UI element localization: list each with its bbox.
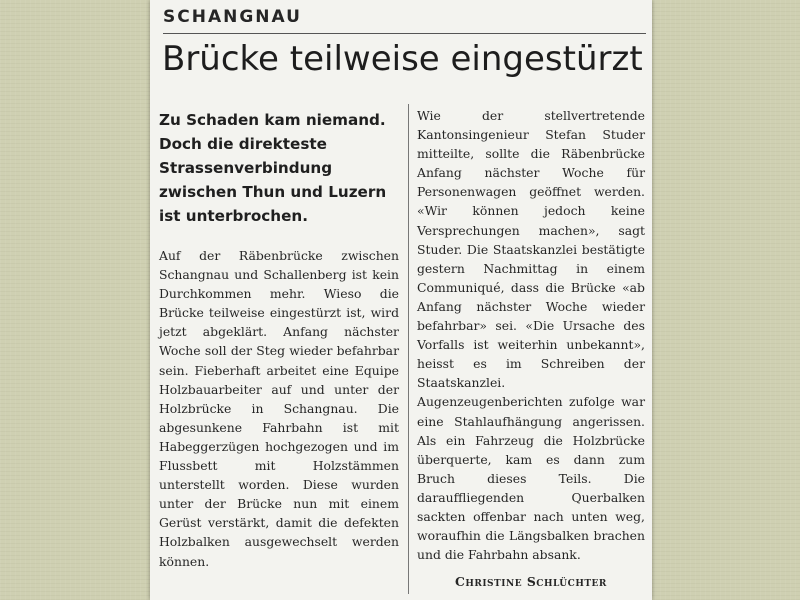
section-kicker: SCHANGNAU: [163, 7, 302, 27]
headline: Brücke teilweise eingestürzt: [162, 39, 643, 79]
kicker-rule: [163, 33, 646, 34]
byline: Christine Schlüchter: [455, 574, 607, 589]
column-divider: [408, 104, 409, 594]
newspaper-clipping: [150, 0, 652, 600]
body-column-right: Wie der stellvertretende Kantonsingenieur Stefan Studer mitteilte, sollte die Räbenbrücke Anfang nächster Woche für Personenwagen geöffnet werden. «Wir können jedoch keine Versprechungen machen», sagt Studer. Die Staatskanzlei bestätigte gestern Nachmittag in einem Communiqué, dass die Brücke «ab Anfang nächster Woche wieder befahrbar» sei. «Die Ursache des Vorfalls ist weiterhin unbekannt», heisst es im Schreiben der Staatskanzlei. Augenzeugenberichten zufolge war eine Stahlaufhängung angerissen. Als ein Fahrzeug die Holzbrücke überquerte, kam es dann zum Bruch dieses Teils. Die darauffliegenden Querbalken sackten offenbar nach unten weg, woraufhin die Längsbalken brachen und die Fahrbahn absank.: [417, 108, 645, 563]
body-column-left: Auf der Räbenbrücke zwischen Schangnau und Schallenberg ist kein Durchkommen mehr. Wieso die Brücke teilweise eingestürzt ist, wird jetzt abgeklärt. Anfang nächster Woche soll der Steg wieder befahrbar sein. Fieberhaft arbeitet eine Equipe Holzbauarbeiter auf und unter der Holzbrücke in Schangnau. Die abgesunkene Fahrbahn ist mit Habeggerzügen hochgezogen und im Flussbett mit Holzstämmen unterstellt worden. Diese wurden unter der Brücke nun mit einem Gerüst verstärkt, damit die defekten Holzbalken ausgewechselt werden können.: [159, 248, 399, 569]
lead-paragraph: Zu Schaden kam niemand. Doch die direkteste Strassenverbindung zwischen Thun und Luzern ist unterbrochen.: [159, 111, 387, 225]
